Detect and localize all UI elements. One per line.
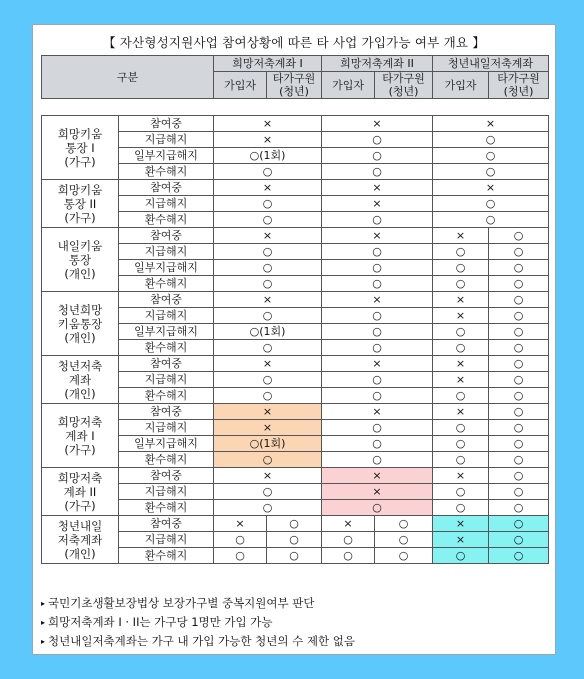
row-group-line: 계좌 [68, 372, 92, 387]
row-group-line: 통장 I [65, 140, 95, 155]
table-row [42, 148, 549, 164]
mark-cell: × [214, 116, 322, 132]
header-subscriber: 가입자 [214, 72, 267, 99]
mark-cell: ○ [433, 148, 549, 164]
status-cell: 환수해지 [119, 340, 214, 356]
status-cell: 참여중 [119, 468, 214, 484]
status-cell: 일부지급해지 [119, 436, 214, 452]
eligibility-table [41, 55, 549, 564]
mark-cell: ○ [322, 420, 433, 436]
mark-cell: ○ [214, 260, 322, 276]
page-title: 【 자산형성지원사업 참여상황에 따른 타 사업 가입가능 여부 개요 】 [102, 35, 486, 50]
row-group-label [42, 292, 119, 356]
mark-cell: ○ [322, 324, 433, 340]
mark-cell: ○ [322, 148, 433, 164]
mark-cell: ○ [489, 516, 549, 532]
mark-cell: ○ [322, 276, 433, 292]
mark-cell: × [433, 516, 489, 532]
mark-cell: ○ [433, 260, 489, 276]
footnote-text: 청년내일저축계좌는 가구 내 가입 가능한 청년의 수 제한 없음 [48, 634, 355, 648]
header-subscriber: 가입자 [433, 72, 489, 99]
mark-cell: × [322, 484, 433, 500]
footnote-text: 희망저축계좌 I · II는 가구당 1명만 가입 가능 [48, 615, 273, 629]
status-cell: 참여중 [119, 292, 214, 308]
status-cell: 참여중 [119, 116, 214, 132]
mark-cell: × [433, 180, 549, 196]
mark-cell: ○ [375, 532, 433, 548]
table-row [42, 228, 549, 244]
footnote-text: 국민기초생활보장법상 보장가구별 중복지원여부 판단 [48, 596, 315, 610]
table-row [42, 452, 549, 468]
row-group-line: 내일키움 [57, 238, 103, 253]
header-other-member [489, 72, 549, 99]
mark-cell: ○ [489, 340, 549, 356]
row-group-label [42, 180, 119, 228]
status-cell: 환수해지 [119, 388, 214, 404]
mark-cell: × [433, 372, 489, 388]
mark-cell: × [214, 468, 322, 484]
table-row [42, 308, 549, 324]
mark-cell: ○ [489, 548, 549, 564]
row-group-line: 희망저축 [57, 470, 103, 485]
table-row [42, 180, 549, 196]
table-row [42, 260, 549, 276]
mark-cell: ○ [489, 468, 549, 484]
mark-cell: ○ [322, 452, 433, 468]
mark-cell: ○ [489, 244, 549, 260]
row-group-line: 희망키움 [57, 182, 103, 197]
mark-cell: ○ [489, 436, 549, 452]
mark-cell: ○ [489, 356, 549, 372]
mark-cell: × [433, 356, 489, 372]
mark-cell: ○ [433, 500, 489, 516]
mark-cell: ○ [322, 548, 375, 564]
mark-cell: ○ [322, 340, 433, 356]
mark-cell: ○ [433, 244, 489, 260]
row-group-line: 청년저축 [57, 358, 103, 373]
mark-cell: ○ [433, 276, 489, 292]
mark-cell: × [322, 228, 433, 244]
status-cell: 일부지급해지 [119, 260, 214, 276]
footnote [41, 594, 355, 613]
mark-cell: × [214, 420, 322, 436]
status-cell: 참여중 [119, 356, 214, 372]
status-cell: 참여중 [119, 404, 214, 420]
header-other-line2: (청년) [503, 85, 534, 98]
row-group-line: 저축계좌 [57, 532, 103, 547]
header-group-1: 희망저축계좌 I [214, 56, 322, 72]
mark-cell: × [433, 292, 489, 308]
spacer-row [42, 99, 549, 116]
mark-cell: ○ [489, 292, 549, 308]
mark-cell: ○ [433, 196, 549, 212]
status-cell: 지급해지 [119, 420, 214, 436]
mark-cell: ○ [214, 372, 322, 388]
mark-cell: ○(1회) [214, 148, 322, 164]
table-row [42, 436, 549, 452]
mark-cell: ○ [433, 420, 489, 436]
mark-cell: ○ [489, 308, 549, 324]
mark-cell: ○ [489, 324, 549, 340]
mark-cell: ○ [433, 388, 489, 404]
header-other-line1: 타가구원 [382, 72, 425, 85]
mark-cell: ○ [489, 260, 549, 276]
mark-cell: ○ [489, 388, 549, 404]
table-row [42, 500, 549, 516]
header-other-member [267, 72, 322, 99]
row-group-line: (개인) [64, 266, 96, 281]
mark-cell: × [214, 404, 322, 420]
mark-cell: ○ [214, 388, 322, 404]
mark-cell: ○ [322, 388, 433, 404]
table-row [42, 548, 549, 564]
status-cell: 지급해지 [119, 532, 214, 548]
mark-cell: × [322, 292, 433, 308]
row-group-line: 청년내일 [57, 518, 103, 533]
mark-cell: ○ [214, 212, 322, 228]
table-row [42, 420, 549, 436]
table-row [42, 276, 549, 292]
mark-cell: ○ [267, 548, 322, 564]
table-row [42, 356, 549, 372]
row-group-line: (개인) [64, 330, 96, 345]
mark-cell: ○ [322, 164, 433, 180]
mark-cell: × [214, 356, 322, 372]
row-group-line: 희망저축 [57, 414, 103, 429]
mark-cell: ○ [214, 548, 267, 564]
row-group-line: 희망키움 [57, 126, 103, 141]
table-row [42, 292, 549, 308]
mark-cell: × [433, 308, 489, 324]
mark-cell: ○ [322, 436, 433, 452]
mark-cell: ○ [489, 484, 549, 500]
header-subscriber: 가입자 [322, 72, 375, 99]
mark-cell: ○ [322, 372, 433, 388]
mark-cell: ○ [433, 436, 489, 452]
table-row [42, 484, 549, 500]
mark-cell: ○ [214, 500, 322, 516]
mark-cell: ○ [433, 452, 489, 468]
header-other-line1: 타가구원 [272, 72, 316, 85]
mark-cell: × [322, 196, 433, 212]
bullet-icon: ▸ [41, 618, 46, 627]
row-group-line: (가구) [64, 442, 96, 457]
mark-cell: ○ [214, 164, 322, 180]
status-cell: 지급해지 [119, 196, 214, 212]
mark-cell: × [433, 532, 489, 548]
table-row [42, 324, 549, 340]
bullet-icon: ▸ [41, 599, 46, 608]
mark-cell: ○ [267, 516, 322, 532]
mark-cell: ○ [375, 548, 433, 564]
table-row [42, 404, 549, 420]
table-row [42, 340, 549, 356]
mark-cell: ○ [214, 452, 322, 468]
status-cell: 환수해지 [119, 452, 214, 468]
header-other-line2: (청년) [388, 85, 419, 98]
table-row [42, 388, 549, 404]
mark-cell: ○ [214, 484, 322, 500]
mark-cell: ○(1회) [214, 436, 322, 452]
status-cell: 환수해지 [119, 276, 214, 292]
status-cell: 참여중 [119, 228, 214, 244]
row-group-label [42, 228, 119, 292]
status-cell: 참여중 [119, 516, 214, 532]
document-page [32, 24, 556, 655]
mark-cell: ○(1회) [214, 324, 322, 340]
mark-cell: ○ [489, 532, 549, 548]
mark-cell: ○ [489, 500, 549, 516]
status-cell: 지급해지 [119, 308, 214, 324]
header-row-groups [42, 56, 549, 72]
table-row [42, 116, 549, 132]
status-cell: 지급해지 [119, 132, 214, 148]
header-group-3: 청년내일저축계좌 [433, 56, 549, 72]
row-group-label [42, 356, 119, 404]
row-group-line: 키움통장 [57, 316, 103, 331]
row-group-line: 통장 II [63, 196, 97, 211]
mark-cell: ○ [322, 212, 433, 228]
table-row [42, 532, 549, 548]
header-other-member [375, 72, 433, 99]
row-group-line: (개인) [64, 386, 96, 401]
mark-cell: × [322, 356, 433, 372]
status-cell: 일부지급해지 [119, 148, 214, 164]
mark-cell: × [214, 292, 322, 308]
footnotes [41, 594, 355, 651]
footnote [41, 613, 355, 632]
mark-cell: × [214, 228, 322, 244]
status-cell: 지급해지 [119, 372, 214, 388]
mark-cell: × [433, 404, 489, 420]
status-cell: 환수해지 [119, 500, 214, 516]
mark-cell: ○ [322, 308, 433, 324]
mark-cell: × [214, 180, 322, 196]
status-cell: 참여중 [119, 180, 214, 196]
mark-cell: ○ [322, 532, 375, 548]
mark-cell: ○ [267, 532, 322, 548]
mark-cell: ○ [375, 516, 433, 532]
table-row [42, 468, 549, 484]
mark-cell: × [322, 404, 433, 420]
mark-cell: × [433, 228, 489, 244]
mark-cell: ○ [489, 420, 549, 436]
mark-cell: ○ [433, 164, 549, 180]
row-group-line: 계좌 I [65, 428, 95, 443]
table-row [42, 132, 549, 148]
row-group-line: (가구) [64, 498, 96, 513]
table-row [42, 196, 549, 212]
mark-cell: × [433, 468, 489, 484]
row-group-label [42, 404, 119, 468]
mark-cell: ○ [322, 260, 433, 276]
mark-cell: ○ [214, 340, 322, 356]
row-group-label [42, 116, 119, 180]
table-row [42, 164, 549, 180]
header-group-2: 희망저축계좌 II [322, 56, 433, 72]
header-other-line1: 타가구원 [497, 72, 540, 85]
mark-cell: ○ [214, 308, 322, 324]
row-group-line: 통장 [68, 252, 92, 267]
mark-cell: ○ [489, 452, 549, 468]
mark-cell: ○ [433, 324, 489, 340]
status-cell: 일부지급해지 [119, 324, 214, 340]
table-row [42, 516, 549, 532]
table-row [42, 212, 549, 228]
mark-cell: ○ [433, 484, 489, 500]
mark-cell: ○ [214, 196, 322, 212]
mark-cell: × [322, 516, 375, 532]
status-cell: 환수해지 [119, 164, 214, 180]
mark-cell: ○ [214, 244, 322, 260]
row-group-label [42, 468, 119, 516]
mark-cell: × [214, 132, 322, 148]
status-cell: 지급해지 [119, 484, 214, 500]
row-group-line: 청년희망 [57, 302, 103, 317]
mark-cell: ○ [322, 244, 433, 260]
mark-cell: ○ [489, 372, 549, 388]
status-cell: 환수해지 [119, 212, 214, 228]
mark-cell: ○ [214, 276, 322, 292]
mark-cell: × [433, 116, 549, 132]
header-other-line2: (청년) [279, 85, 309, 98]
mark-cell: ○ [489, 404, 549, 420]
mark-cell: ○ [433, 132, 549, 148]
row-group-label [42, 516, 119, 564]
status-cell: 지급해지 [119, 244, 214, 260]
table-row [42, 244, 549, 260]
mark-cell: × [322, 468, 433, 484]
mark-cell: ○ [322, 500, 433, 516]
mark-cell: ○ [214, 532, 267, 548]
table-row [42, 372, 549, 388]
mark-cell: ○ [433, 212, 549, 228]
mark-cell: ○ [489, 228, 549, 244]
footnote [41, 632, 355, 651]
mark-cell: ○ [433, 340, 489, 356]
mark-cell: × [322, 116, 433, 132]
row-group-line: 계좌 II [63, 484, 97, 499]
mark-cell: × [322, 180, 433, 196]
row-group-line: (가구) [64, 154, 96, 169]
spacer-cell [42, 99, 549, 116]
status-cell: 환수해지 [119, 548, 214, 564]
mark-cell: ○ [489, 276, 549, 292]
header-corner: 구분 [42, 56, 214, 99]
mark-cell: ○ [433, 548, 489, 564]
bullet-icon: ▸ [41, 637, 46, 646]
row-group-line: (가구) [64, 210, 96, 225]
mark-cell: × [214, 516, 267, 532]
row-group-line: (개인) [64, 546, 96, 561]
mark-cell: ○ [322, 132, 433, 148]
